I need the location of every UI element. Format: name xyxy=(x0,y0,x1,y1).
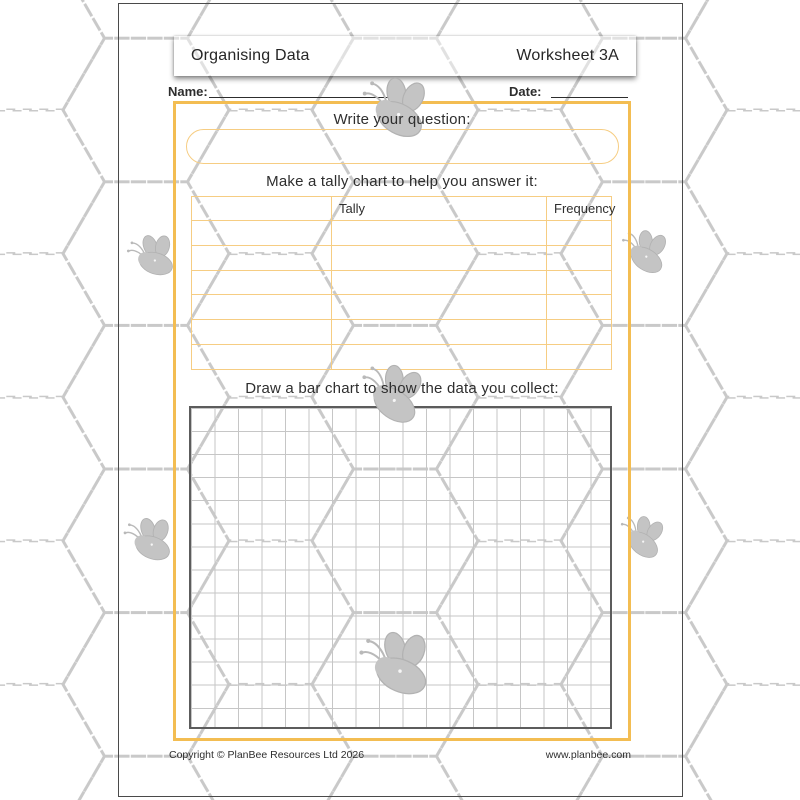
bee-icon xyxy=(350,357,437,438)
tally-table-header-row xyxy=(192,197,612,221)
bar-chart-prompt: Draw a bar chart to show the data you collect: xyxy=(245,380,559,397)
category-cell[interactable] xyxy=(192,221,332,246)
worksheet-header-bar xyxy=(174,36,636,76)
website-link[interactable]: www.planbee.com xyxy=(545,749,631,761)
tally-cell[interactable] xyxy=(332,245,547,270)
table-row xyxy=(192,320,612,345)
date-input-line[interactable] xyxy=(551,97,628,98)
date-label: Date: xyxy=(509,84,542,99)
frequency-cell[interactable] xyxy=(547,270,612,295)
tally-prompt: Make a tally chart to help you answer it: xyxy=(266,173,538,190)
tally-cell[interactable] xyxy=(332,221,547,246)
worksheet-number: Worksheet 3A xyxy=(516,47,619,64)
category-cell[interactable] xyxy=(192,245,332,270)
frequency-column-header: Frequency xyxy=(547,197,612,221)
tally-cell[interactable] xyxy=(332,270,547,295)
table-row xyxy=(192,270,612,295)
name-label: Name: xyxy=(168,84,208,99)
tally-table xyxy=(191,196,616,370)
tally-table-corner-cell[interactable] xyxy=(192,197,332,221)
question-prompt: Write your question: xyxy=(333,111,471,128)
tally-cell[interactable] xyxy=(332,295,547,320)
category-cell[interactable] xyxy=(192,344,332,369)
frequency-cell[interactable] xyxy=(547,295,612,320)
copyright-text: Copyright © PlanBee Resources Ltd 2026 xyxy=(169,749,365,761)
frequency-cell[interactable] xyxy=(547,320,612,345)
table-row xyxy=(192,221,612,246)
tally-column-header: Tally xyxy=(332,197,547,221)
tally-cell[interactable] xyxy=(332,320,547,345)
category-cell[interactable] xyxy=(192,295,332,320)
worksheet-page xyxy=(118,3,683,797)
frequency-cell[interactable] xyxy=(547,221,612,246)
category-cell[interactable] xyxy=(192,270,332,295)
category-cell[interactable] xyxy=(192,320,332,345)
frequency-cell[interactable] xyxy=(547,245,612,270)
worksheet-title: Organising Data xyxy=(191,47,310,64)
bee-icon xyxy=(352,625,445,711)
table-row xyxy=(192,295,612,320)
frequency-cell[interactable] xyxy=(547,344,612,369)
table-row xyxy=(192,245,612,270)
